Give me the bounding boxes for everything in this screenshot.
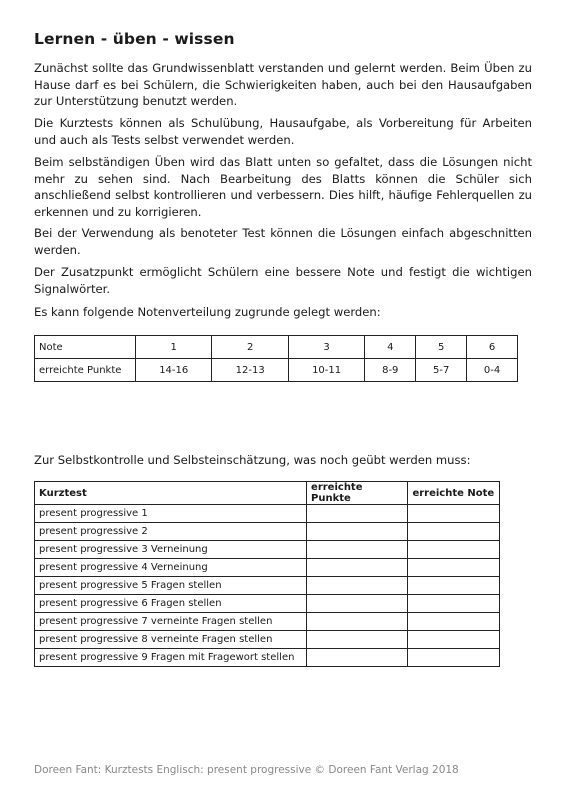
grade-entry-cell[interactable] [408,649,500,667]
table-row [35,649,500,667]
grade-cell: 4 [365,336,416,359]
table-header-row [35,482,500,505]
points-entry-cell[interactable] [307,631,408,649]
grade-cell: 3 [288,336,364,359]
table-row [35,559,500,577]
points-entry-cell[interactable] [307,649,408,667]
points-entry-cell[interactable] [307,577,408,595]
grade-cell: 2 [212,336,288,359]
column-header-points: erreichte Punkte [307,482,408,505]
points-entry-cell[interactable] [307,505,408,523]
points-cell: 0-4 [467,359,518,382]
paragraph-self-practice: Beim selbständigen Üben wird das Blatt unten so gefaltet, dass die Lösungen nicht mehr zu sehen sind. Nach Bearbeitung des Blatts können die Schüler sich anschließend selbst kontrollieren und verbessern. Dies hilft, häufige Fehlerquellen zu erkennen und zu korrigieren. [34,155,532,219]
points-row-label: erreichte Punkte [35,359,136,382]
grade-cell: 5 [416,336,467,359]
points-entry-cell[interactable] [307,523,408,541]
grade-entry-cell[interactable] [408,523,500,541]
column-header-kurztest: Kurztest [35,482,307,505]
points-entry-cell[interactable] [307,613,408,631]
grade-entry-cell[interactable] [408,595,500,613]
paragraph-grade-distribution: Es kann folgende Notenverteilung zugrunde gelegt werden: [34,305,381,319]
points-entry-cell[interactable] [307,595,408,613]
test-name-cell: present progressive 5 Fragen stellen [35,577,307,595]
self-check-intro: Zur Selbstkontrolle und Selbsteinschätzung, was noch geübt werden muss: [34,453,471,467]
test-name-cell: present progressive 8 verneinte Fragen stellen [35,631,307,649]
points-entry-cell[interactable] [307,559,408,577]
column-header-grade: erreichte Note [408,482,500,505]
table-row [35,613,500,631]
grade-cell: 6 [467,336,518,359]
table-row [35,336,518,359]
grade-distribution-table [34,335,518,382]
grade-entry-cell[interactable] [408,559,500,577]
grade-entry-cell[interactable] [408,613,500,631]
page-title: Lernen - üben - wissen [34,30,235,48]
grade-cell: 1 [136,336,212,359]
test-name-cell: present progressive 6 Fragen stellen [35,595,307,613]
self-check-table [34,481,500,667]
paragraph-intro: Zunächst sollte das Grundwissenblatt verstanden und gelernt werden. Beim Üben zu Hause darf es bei Schülern, die Schwierigkeiten haben, auch bei den Hausaufgaben zur Unterstützung benutzt werden. [34,61,532,108]
test-name-cell: present progressive 1 [35,505,307,523]
test-name-cell: present progressive 4 Verneinung [35,559,307,577]
paragraph-usage: Die Kurztests können als Schulübung, Hausaufgabe, als Vorbereitung für Arbeiten und auch als Tests selbst verwendet werden. [34,116,532,147]
test-name-cell: present progressive 2 [35,523,307,541]
table-row [35,505,500,523]
table-row [35,631,500,649]
points-cell: 5-7 [416,359,467,382]
table-row [35,523,500,541]
grade-entry-cell[interactable] [408,505,500,523]
points-cell: 8-9 [365,359,416,382]
page-footer: Doreen Fant: Kurztests Englisch: present progressive © Doreen Fant Verlag 2018 [34,764,459,776]
table-row [35,595,500,613]
table-row [35,359,518,382]
grade-entry-cell[interactable] [408,541,500,559]
grade-entry-cell[interactable] [408,631,500,649]
table-row [35,577,500,595]
grade-row-label: Note [35,336,136,359]
points-entry-cell[interactable] [307,541,408,559]
points-cell: 12-13 [212,359,288,382]
points-cell: 14-16 [136,359,212,382]
table-row [35,541,500,559]
grade-entry-cell[interactable] [408,577,500,595]
paragraph-graded-test: Bei der Verwendung als benoteter Test können die Lösungen einfach abgeschnitten werden. [34,226,532,257]
test-name-cell: present progressive 9 Fragen mit Fragewort stellen [35,649,307,667]
paragraph-bonus-point: Der Zusatzpunkt ermöglicht Schülern eine bessere Note und festigt die wichtigen Signalwörter. [34,265,532,296]
test-name-cell: present progressive 7 verneinte Fragen stellen [35,613,307,631]
points-cell: 10-11 [288,359,364,382]
test-name-cell: present progressive 3 Verneinung [35,541,307,559]
